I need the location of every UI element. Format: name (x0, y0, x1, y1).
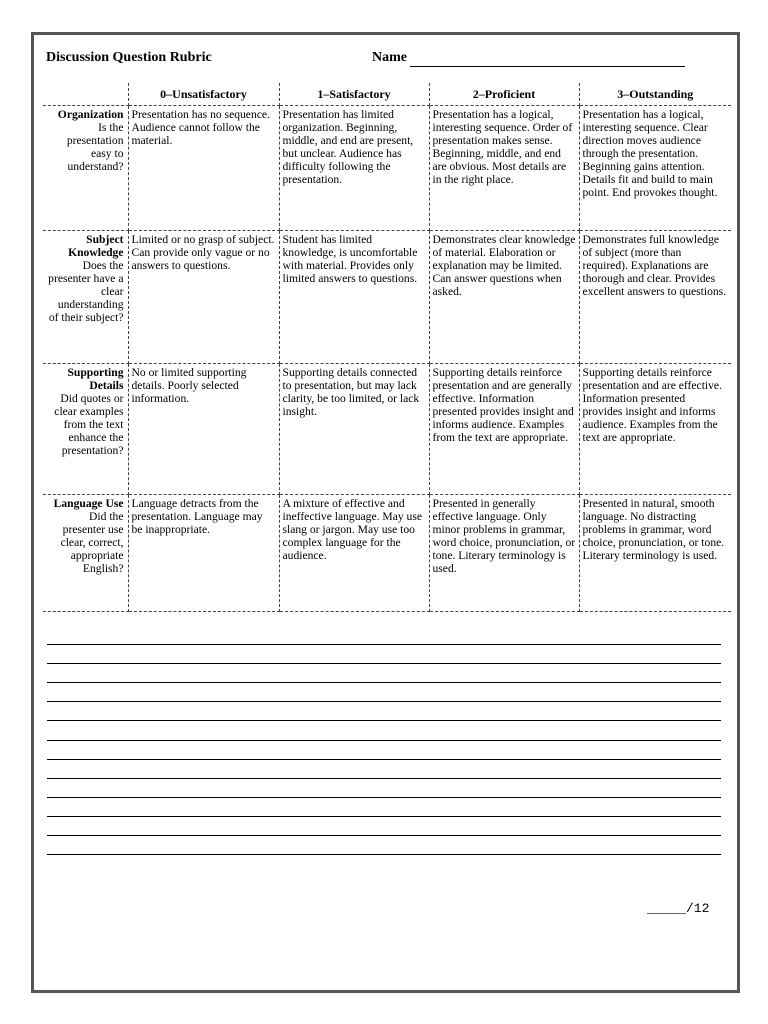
comment-line[interactable] (47, 745, 721, 760)
criterion-cell (43, 231, 128, 364)
header-cell-unsatisfactory: 0–Unsatisfactory (128, 83, 279, 106)
criterion-name: Language Use (53, 497, 124, 510)
table-row (43, 106, 731, 231)
rubric-cell: No or limited supporting details. Poorly selected information. (128, 364, 279, 495)
name-label: Name (372, 50, 407, 65)
table-row (43, 364, 731, 495)
comment-line[interactable] (47, 706, 721, 721)
comment-line[interactable] (47, 668, 721, 683)
rubric-cell: Presentation has a logical, interesting sequence. Order of presentation makes sense. Beginning, middle, and end are obvious. Most details are in the right place. (429, 106, 579, 231)
criterion-cell (43, 495, 128, 612)
comment-lines[interactable] (47, 626, 721, 855)
rubric-cell: Language detracts from the presentation. Language may be inappropriate. (128, 495, 279, 612)
criterion-name: Organization (57, 108, 124, 121)
page-title: Discussion Question Rubric (46, 50, 212, 65)
comment-line[interactable] (47, 783, 721, 798)
rubric-cell: Presentation has a logical, interesting sequence. Clear direction moves audience through the presentation. Beginning gains attention. Details fit and build to main point. End provokes thought. (579, 106, 731, 231)
comment-line[interactable] (47, 630, 721, 645)
criterion-cell (43, 106, 128, 231)
comment-line[interactable] (47, 687, 721, 702)
rubric-cell: Supporting details reinforce presentation and are generally effective. Information presented provides insight and informs audience. Examples from the text are appropriate. (429, 364, 579, 495)
table-header-row (43, 83, 731, 106)
header-cell-blank (43, 83, 128, 106)
score-total: _____/12 (647, 901, 710, 916)
rubric-table (43, 83, 731, 612)
criterion-name: Subject Knowledge (68, 233, 124, 259)
comment-line[interactable] (47, 821, 721, 836)
header-cell-proficient: 2–Proficient (429, 83, 579, 106)
rubric-cell: Supporting details connected to presentation, but may lack clarity, be too limited, or lack insight. (279, 364, 429, 495)
criterion-question: Does the presenter have a clear understanding of their subject? (48, 259, 124, 324)
rubric-cell: Presentation has no sequence. Audience cannot follow the material. (128, 106, 279, 231)
rubric-cell: Presented in generally effective language. Only minor problems in grammar, word choice, pronunciation, or tone. Literary terminology is used. (429, 495, 579, 612)
rubric-cell: Supporting details reinforce presentation and are effective. Information presented provides insight and informs audience. Examples from the text are appropriate. (579, 364, 731, 495)
comment-line[interactable] (47, 840, 721, 855)
criterion-cell (43, 364, 128, 495)
criterion-question: Did the presenter use clear, correct, appropriate English? (60, 510, 124, 575)
comment-line[interactable] (47, 764, 721, 779)
comment-line[interactable] (47, 726, 721, 741)
criterion-question: Did quotes or clear examples from the text enhance the presentation? (54, 392, 124, 457)
rubric-cell: Presented in natural, smooth language. No distracting problems in grammar, word choice, pronunciation, or tone. Literary terminology is used. (579, 495, 731, 612)
header-cell-outstanding: 3–Outstanding (579, 83, 731, 106)
rubric-cell: Demonstrates full knowledge of subject (more than required). Explanations are thorough and clear. Provides excellent answers to questions. (579, 231, 731, 364)
header-cell-satisfactory: 1–Satisfactory (279, 83, 429, 106)
rubric-page (31, 32, 740, 993)
rubric-cell: Limited or no grasp of subject. Can provide only vague or no answers to questions. (128, 231, 279, 364)
criterion-question: Is the presentation easy to understand? (66, 121, 124, 173)
rubric-cell: Presentation has limited organization. Beginning, middle, and end are present, but unclear. Audience has difficulty following the presentation. (279, 106, 429, 231)
rubric-cell: Student has limited knowledge, is uncomfortable with material. Provides only limited answers to questions. (279, 231, 429, 364)
comment-line[interactable] (47, 802, 721, 817)
criterion-name: Supporting Details (67, 366, 124, 392)
table-row (43, 495, 731, 612)
rubric-cell: Demonstrates clear knowledge of material. Elaboration or explanation may be limited. Can answer questions when asked. (429, 231, 579, 364)
rubric-cell: A mixture of effective and ineffective language. May use slang or jargon. May use too complex language for the audience. (279, 495, 429, 612)
name-field-line[interactable] (410, 66, 685, 67)
table-row (43, 231, 731, 364)
comment-line[interactable] (47, 649, 721, 664)
